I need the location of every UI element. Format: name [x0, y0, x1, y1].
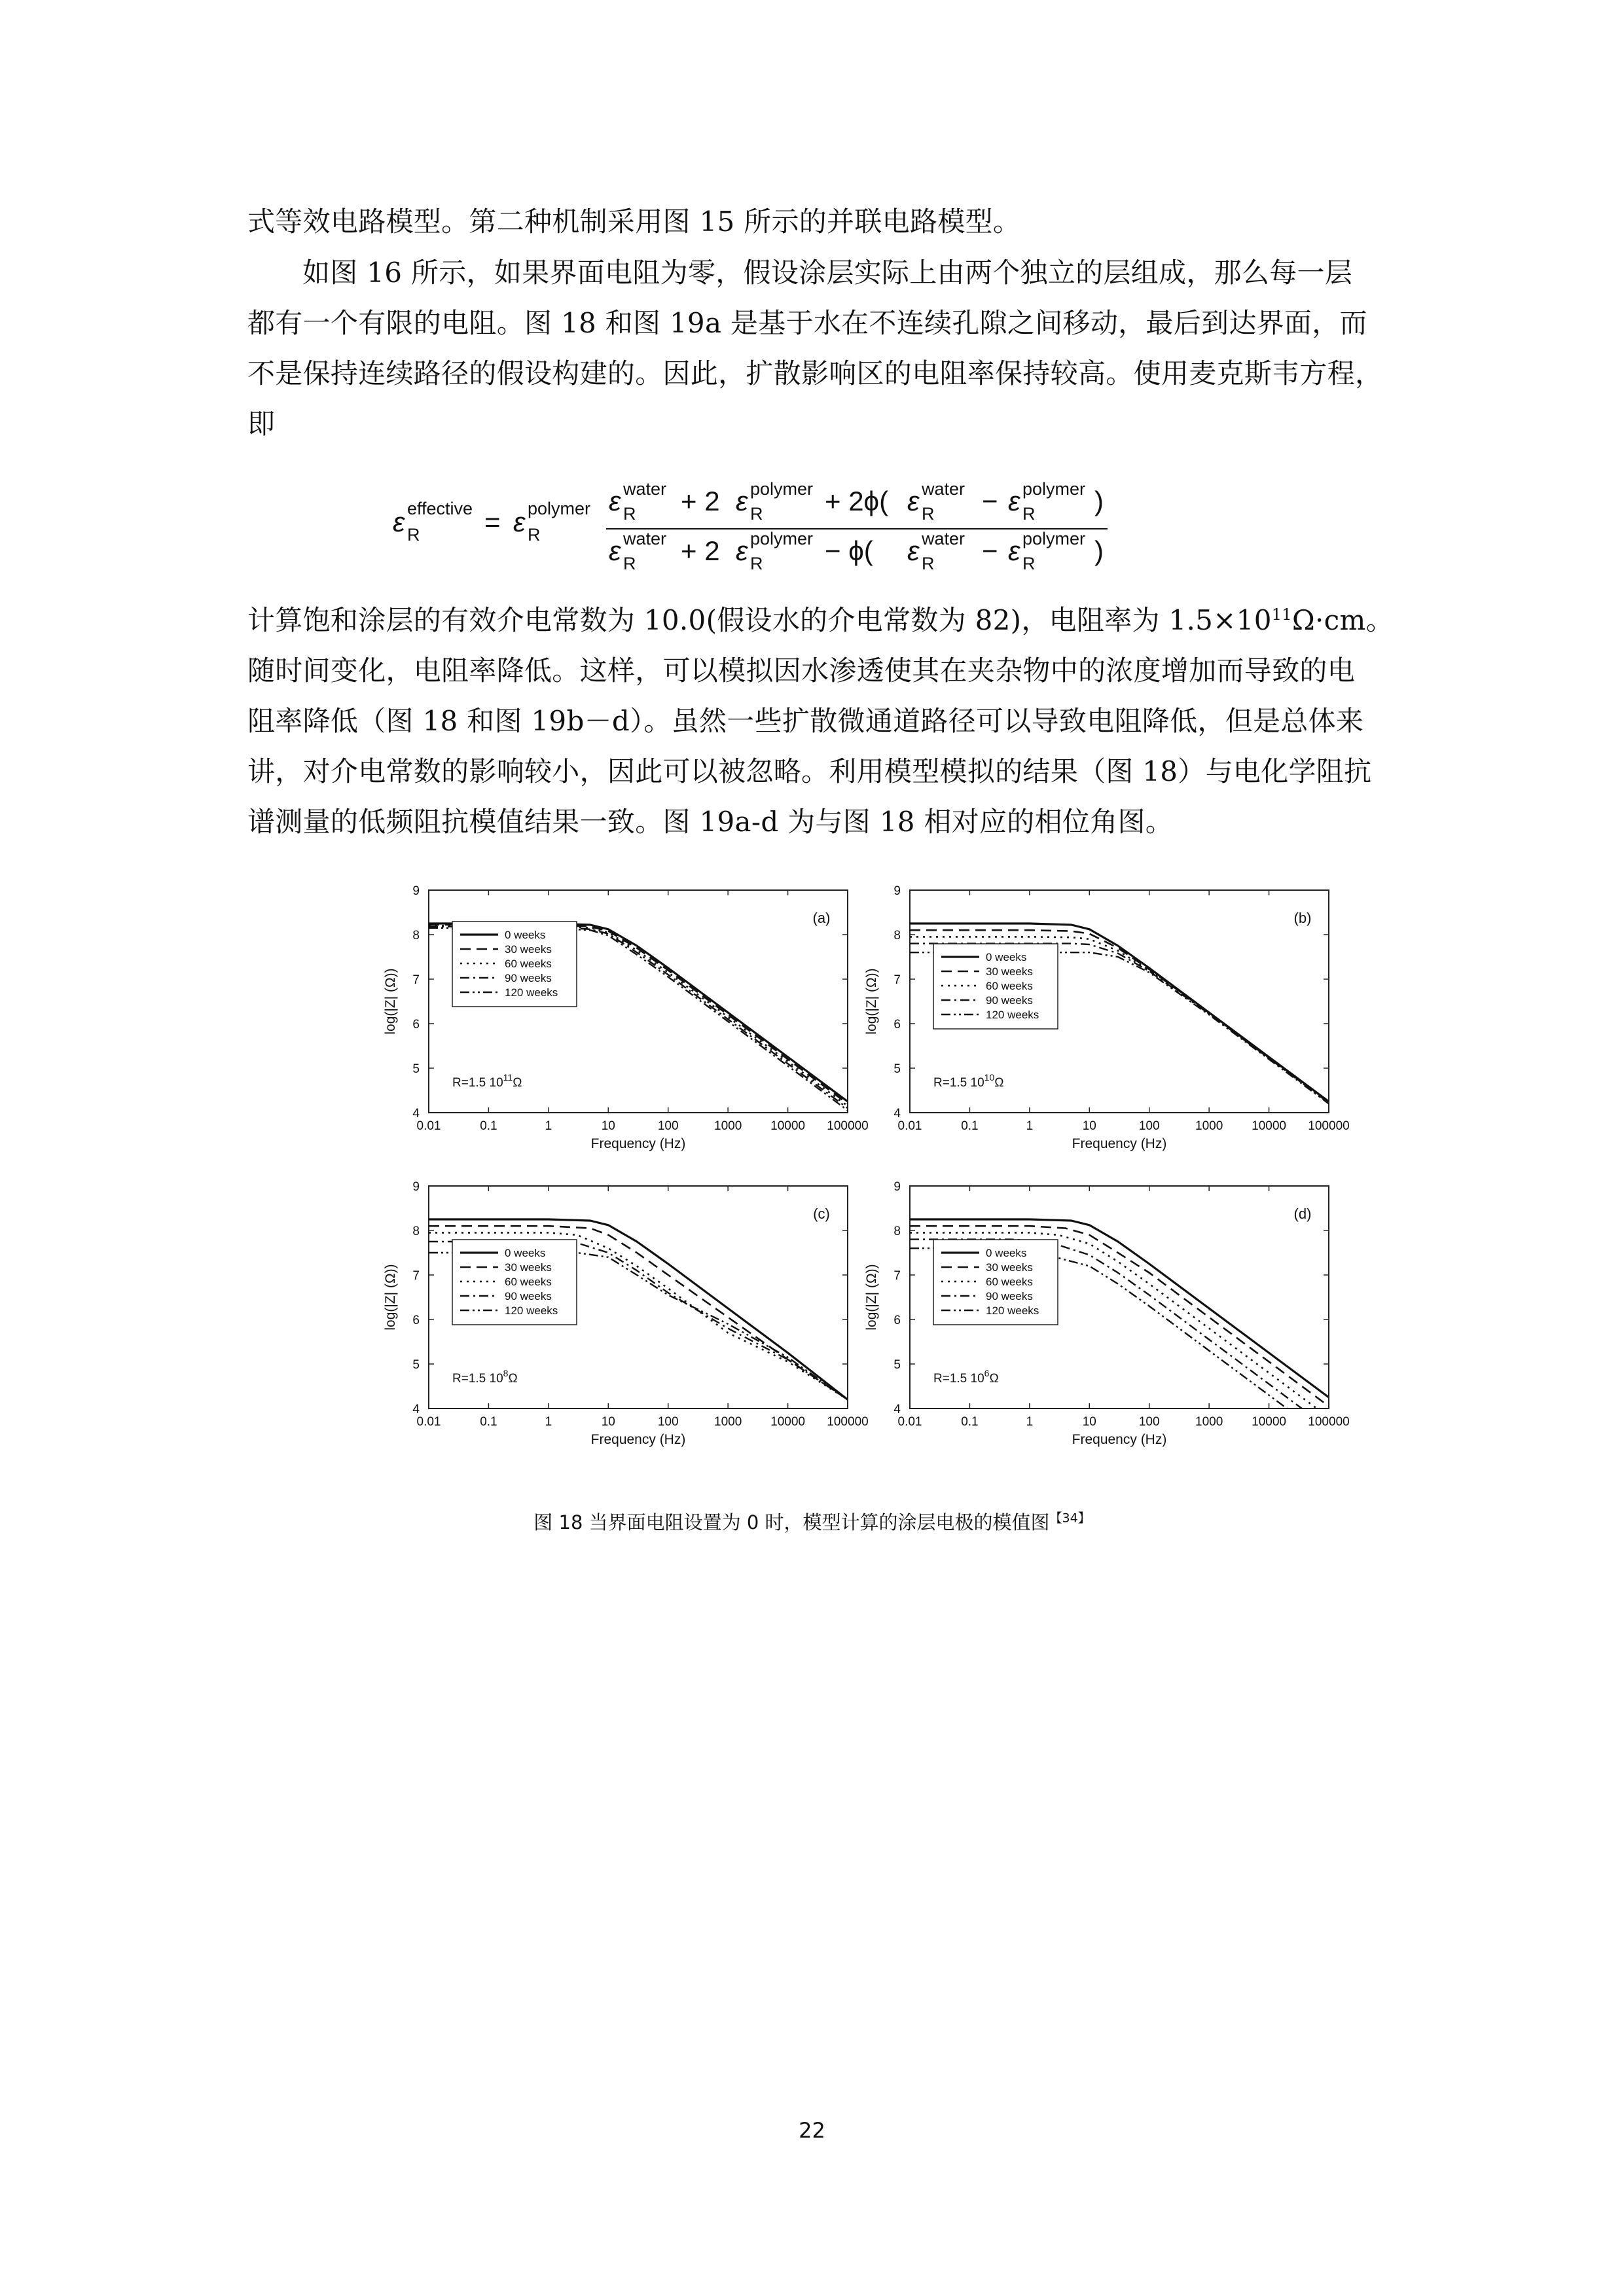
x-axis-label: Frequency (Hz) — [1072, 1432, 1167, 1447]
x-tick-label: 0.1 — [961, 1119, 979, 1133]
x-tick-label: 1 — [545, 1119, 552, 1133]
legend-label: 120 weeks — [505, 986, 558, 999]
y-tick-label: 7 — [893, 973, 901, 987]
caption-text: 图 18 当界面电阻设置为 0 时，模型计算的涂层电极的模值图 — [533, 1511, 1050, 1534]
y-tick-label: 7 — [412, 973, 420, 987]
eq-sup: polymer — [1022, 479, 1086, 499]
x-tick-label: 1000 — [714, 1415, 742, 1429]
legend-label: 30 weeks — [505, 1261, 552, 1274]
y-axis-label: log(|Z| (Ω)) — [383, 968, 398, 1035]
eq-sub: R — [922, 504, 935, 524]
y-tick-label: 4 — [412, 1107, 420, 1121]
x-tick-label: 10 — [601, 1119, 615, 1133]
eq-sub: R — [1022, 554, 1036, 573]
eq-symbol: ε — [736, 486, 748, 516]
y-tick-label: 4 — [893, 1107, 901, 1121]
x-tick-label: 10 — [1082, 1119, 1096, 1133]
exponent: 11 — [1271, 605, 1292, 624]
y-tick-label: 9 — [412, 884, 420, 898]
y-tick-label: 5 — [893, 1358, 901, 1372]
eq-sub: R — [623, 504, 636, 524]
x-tick-label: 10000 — [770, 1415, 805, 1429]
x-tick-label: 0.01 — [897, 1119, 922, 1133]
legend-label: 90 weeks — [505, 1290, 552, 1302]
x-tick-label: 100000 — [827, 1119, 869, 1133]
x-tick-label: 1 — [1026, 1415, 1034, 1429]
panel-label: (a) — [812, 910, 831, 926]
x-tick-label: 10 — [601, 1415, 615, 1429]
eq-sup: water — [623, 529, 667, 548]
legend-label: 60 weeks — [505, 1276, 552, 1288]
legend-label: 120 weeks — [986, 1009, 1039, 1021]
text-line: 即 — [247, 408, 276, 440]
eq-sup: polymer — [528, 499, 591, 518]
eq-sub: R — [1022, 504, 1036, 524]
y-tick-label: 4 — [893, 1403, 901, 1416]
eq-sub: R — [750, 504, 763, 524]
text-line: 谱测量的低频阻抗模值结果一致。图 19a-d 为与图 18 相对应的相位角图。 — [247, 806, 1174, 838]
x-tick-label: 10 — [1082, 1415, 1096, 1429]
legend-label: 90 weeks — [505, 972, 552, 984]
legend-label: 120 weeks — [986, 1304, 1039, 1317]
eq-symbol: ε — [907, 535, 920, 566]
paragraph-3 — [247, 590, 1393, 847]
y-tick-label: 5 — [412, 1358, 420, 1372]
eq-paren: ) — [1094, 535, 1104, 566]
eq-sub: R — [922, 554, 935, 573]
legend-label: 60 weeks — [986, 980, 1033, 992]
resistance-annotation: R=1.5 $10^8\Omega$ — [452, 1368, 518, 1386]
y-tick-label: 9 — [893, 884, 901, 898]
y-axis-label: log(|Z| (Ω)) — [383, 1264, 398, 1331]
legend-label: 0 weeks — [986, 1247, 1027, 1259]
page-number: 22 — [799, 2118, 825, 2143]
x-tick-label: 0.01 — [897, 1415, 922, 1429]
text-segment: Ω·cm。 — [1291, 604, 1394, 636]
y-tick-label: 8 — [893, 1225, 901, 1238]
x-tick-label: 100 — [1138, 1119, 1160, 1133]
eq-op: − — [982, 535, 998, 566]
legend-label: 90 weeks — [986, 994, 1033, 1007]
legend-label: 0 weeks — [986, 951, 1027, 963]
figure-caption — [0, 1508, 1624, 1535]
text-line: 式等效电路模型。第二种机制采用图 15 所示的并联电路模型。 — [247, 206, 1021, 238]
legend-label: 120 weeks — [505, 1304, 558, 1317]
x-tick-label: 10000 — [770, 1119, 805, 1133]
x-tick-label: 100000 — [827, 1415, 869, 1429]
panel-label: (d) — [1293, 1206, 1312, 1222]
x-axis-label: Frequency (Hz) — [1072, 1136, 1167, 1151]
y-tick-label: 8 — [412, 1225, 420, 1238]
legend-label: 0 weeks — [505, 1247, 546, 1259]
eq-sup: polymer — [750, 529, 814, 548]
x-tick-label: 0.1 — [480, 1119, 497, 1133]
text-line: 如图 16 所示，如果界面电阻为零，假设涂层实际上由两个独立的层组成，那么每一层 — [302, 257, 1353, 289]
legend-label: 60 weeks — [986, 1276, 1033, 1288]
maxwell-equation — [393, 471, 1244, 586]
x-tick-label: 100000 — [1308, 1119, 1350, 1133]
legend-label: 30 weeks — [986, 965, 1033, 978]
y-tick-label: 8 — [893, 929, 901, 942]
x-tick-label: 1000 — [1195, 1119, 1223, 1133]
x-tick-label: 0.01 — [416, 1119, 441, 1133]
x-tick-label: 100000 — [1308, 1415, 1350, 1429]
eq-sup: effective — [407, 499, 473, 518]
eq-equals: = — [484, 507, 501, 537]
caption-reference: 【34】 — [1049, 1511, 1091, 1526]
y-tick-label: 4 — [412, 1403, 420, 1416]
y-tick-label: 6 — [893, 1018, 901, 1031]
eq-op: + 2ϕ( — [825, 486, 889, 516]
eq-symbol: ε — [609, 486, 621, 516]
x-tick-label: 0.1 — [961, 1415, 979, 1429]
panel-label: (c) — [813, 1206, 830, 1222]
x-tick-label: 10000 — [1252, 1415, 1286, 1429]
eq-op: − — [982, 486, 998, 516]
bode-panel — [383, 884, 869, 1151]
eq-sup: water — [922, 479, 965, 499]
eq-sub: R — [750, 554, 763, 573]
eq-op: + 2 — [681, 486, 720, 516]
figure-18-bode-plots — [367, 877, 1350, 1466]
bode-panel — [864, 1180, 1350, 1447]
resistance-annotation: R=1.5 $10^{11}\Omega$ — [452, 1072, 522, 1090]
eq-symbol: ε — [1008, 535, 1020, 566]
eq-op: − ϕ( — [825, 535, 873, 566]
text-line: 阻率降低（图 18 和图 19b－d）。虽然一些扩散微通道路径可以导致电阻降低，但是总体来 — [247, 705, 1364, 737]
x-axis-label: Frequency (Hz) — [590, 1432, 686, 1447]
eq-op: + 2 — [681, 535, 720, 566]
bode-panel — [864, 884, 1350, 1151]
x-tick-label: 1000 — [1195, 1415, 1223, 1429]
x-tick-label: 0.01 — [416, 1415, 441, 1429]
text-line: 随时间变化，电阻率降低。这样，可以模拟因水渗透使其在夹杂物中的浓度增加而导致的电 — [247, 655, 1356, 687]
text-line — [247, 590, 1393, 645]
eq-sub: R — [623, 554, 636, 573]
legend-label: 30 weeks — [986, 1261, 1033, 1274]
y-tick-label: 6 — [412, 1018, 420, 1031]
x-tick-label: 100 — [657, 1415, 679, 1429]
legend-label: 60 weeks — [505, 958, 552, 970]
text-line: 讲，对介电常数的影响较小，因此可以被忽略。利用模型模拟的结果（图 18）与电化学阻抗 — [247, 755, 1372, 787]
x-tick-label: 100 — [657, 1119, 679, 1133]
legend-label: 30 weeks — [505, 943, 552, 956]
eq-sup: polymer — [1022, 529, 1086, 548]
text-line: 都有一个有限的电阻。图 18 和图 19a 是基于水在不连续孔隙之间移动，最后到达界面，而 — [247, 307, 1367, 339]
eq-symbol: ε — [1008, 486, 1020, 516]
x-tick-label: 1000 — [714, 1119, 742, 1133]
resistance-annotation: R=1.5 $10^6\Omega$ — [933, 1368, 999, 1386]
x-tick-label: 100 — [1138, 1415, 1160, 1429]
eq-symbol: ε — [609, 535, 621, 566]
y-tick-label: 9 — [893, 1180, 901, 1194]
text-line: 不是保持连续路径的假设构建的。因此，扩散影响区的电阻率保持较高。使用麦克斯韦方程， — [247, 357, 1383, 389]
y-tick-label: 6 — [412, 1314, 420, 1327]
eq-symbol: ε — [513, 507, 526, 537]
legend-label: 90 weeks — [986, 1290, 1033, 1302]
x-tick-label: 0.1 — [480, 1415, 497, 1429]
y-tick-label: 9 — [412, 1180, 420, 1194]
x-tick-label: 1 — [545, 1415, 552, 1429]
paragraph-1 — [247, 196, 1393, 247]
eq-symbol: ε — [907, 486, 920, 516]
eq-sup: water — [922, 529, 965, 548]
legend-label: 0 weeks — [505, 929, 546, 941]
eq-sup: water — [623, 479, 667, 499]
eq-symbol: ε — [736, 535, 748, 566]
y-tick-label: 7 — [412, 1269, 420, 1283]
eq-sub: R — [407, 525, 420, 545]
eq-sup: polymer — [750, 479, 814, 499]
y-axis-label: log(|Z| (Ω)) — [864, 968, 879, 1035]
x-tick-label: 10000 — [1252, 1119, 1286, 1133]
panel-label: (b) — [1293, 910, 1312, 926]
eq-paren: ) — [1094, 486, 1104, 516]
paragraph-2 — [247, 247, 1393, 449]
eq-symbol: ε — [393, 507, 405, 537]
eq-sub: R — [528, 525, 541, 545]
bode-panel — [383, 1180, 869, 1447]
y-axis-label: log(|Z| (Ω)) — [864, 1264, 879, 1331]
x-tick-label: 1 — [1026, 1119, 1034, 1133]
text-segment: 计算饱和涂层的有效介电常数为 10.0(假设水的介电常数为 82)，电阻率为 1.5×10 — [247, 604, 1272, 636]
y-tick-label: 5 — [412, 1062, 420, 1076]
resistance-annotation: R=1.5 $10^{10}\Omega$ — [933, 1072, 1004, 1090]
y-tick-label: 7 — [893, 1269, 901, 1283]
x-axis-label: Frequency (Hz) — [590, 1136, 686, 1151]
y-tick-label: 8 — [412, 929, 420, 942]
y-tick-label: 5 — [893, 1062, 901, 1076]
y-tick-label: 6 — [893, 1314, 901, 1327]
